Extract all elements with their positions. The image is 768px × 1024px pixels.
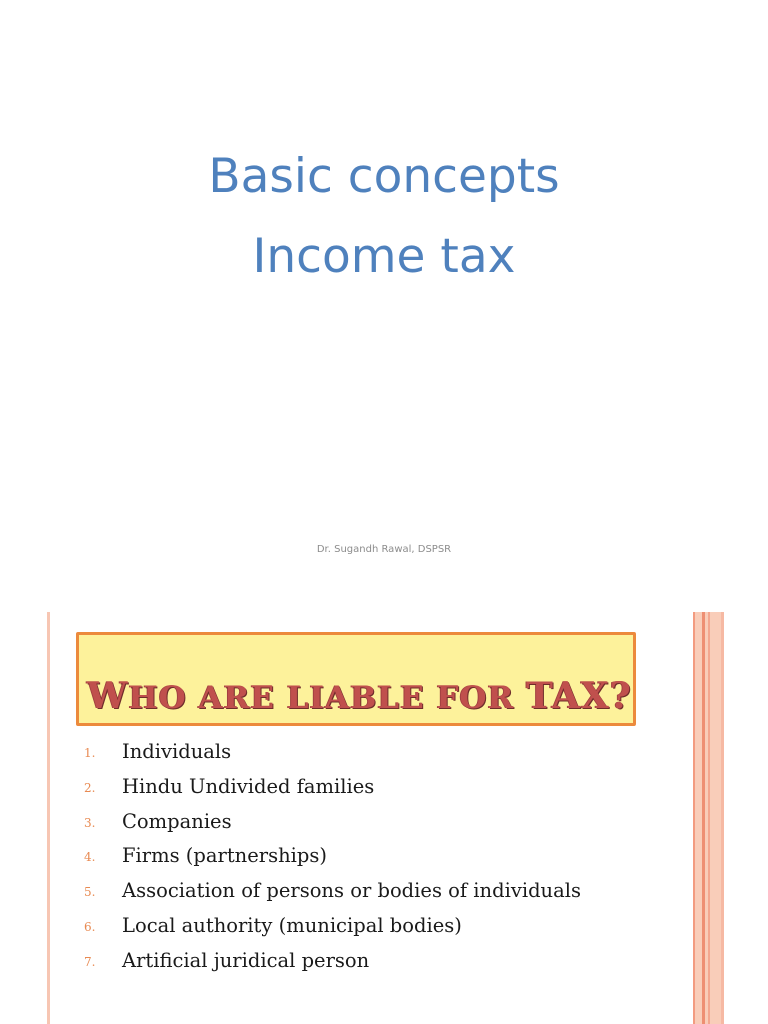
list-text: Companies	[122, 809, 232, 833]
slide-title-line1: Basic concepts	[208, 149, 560, 204]
list-text: Association of persons or bodies of individuals	[122, 879, 581, 903]
left-decorative-bar	[47, 612, 50, 1024]
list-number: 6.	[84, 919, 96, 934]
list-text: Individuals	[122, 740, 232, 763]
author-credit: Dr. Sugandh Rawal, DSPSR	[316, 544, 452, 555]
slide-heading: WHO ARE LIABLE FOR TAX?	[87, 675, 632, 717]
heading-banner	[76, 632, 636, 726]
right-decorative-bars	[693, 612, 724, 1024]
list-text: Artificial juridical person	[122, 948, 370, 972]
content-slide	[0, 612, 768, 1024]
slide-title-line2: Income tax	[252, 229, 516, 284]
right-stripe	[702, 612, 705, 1024]
list-text: Firms (partnerships)	[122, 844, 327, 868]
right-stripe	[708, 612, 710, 1024]
list-number: 1.	[84, 746, 96, 760]
list-number: 4.	[84, 850, 96, 865]
list-text: Local authority (municipal bodies)	[122, 913, 462, 937]
list-number: 3.	[84, 815, 96, 830]
list-number: 5.	[84, 885, 96, 900]
list-number: 7.	[84, 954, 96, 969]
list-text: Hindu Undivided families	[122, 774, 375, 798]
right-stripe	[693, 612, 695, 1024]
right-stripe	[721, 612, 724, 1024]
list-number: 2.	[84, 780, 96, 795]
